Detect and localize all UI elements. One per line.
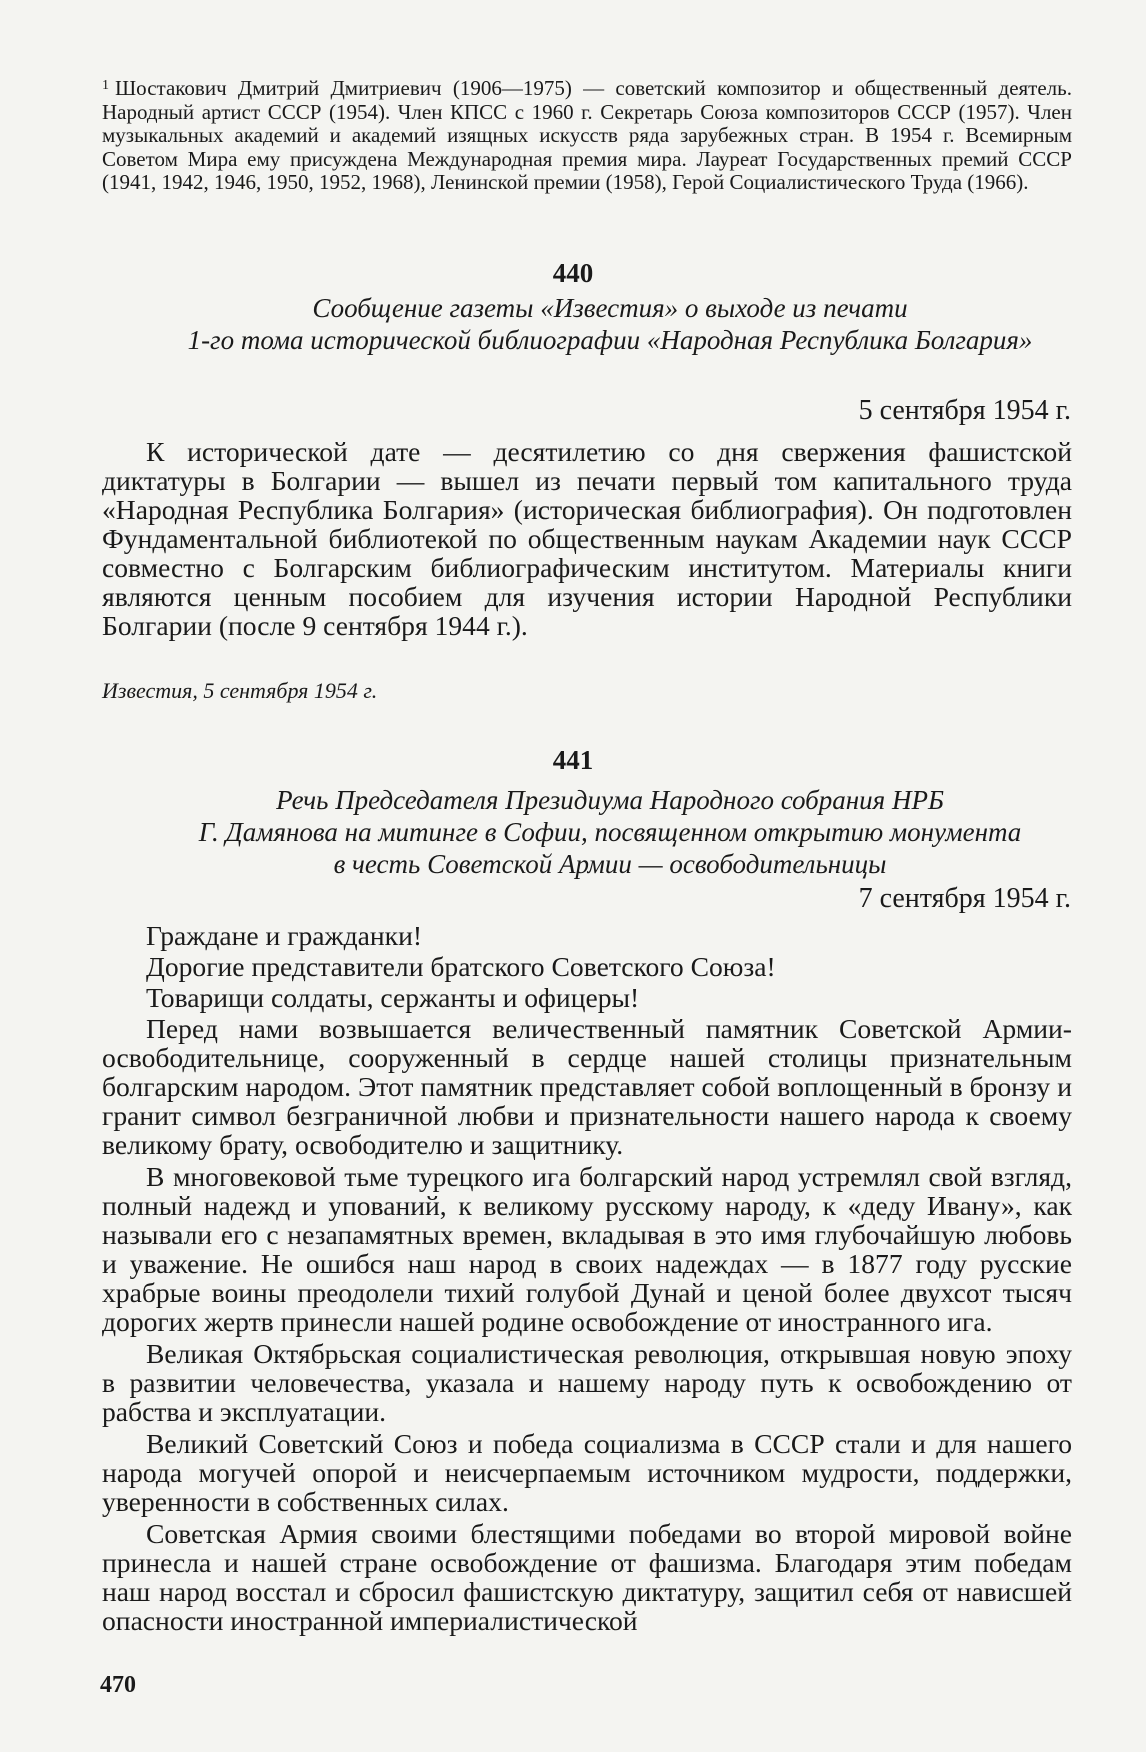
- paragraph: Перед нами возвышается величественный памятник Советской Армии-освободительнице, сооруженный в сердце нашей столицы признательным болгарским народом. Этот памятник представляет собой воплощенный в бронзу и гранит символ безграничной любви и признательности нашего народа к своему великому брату, освободителю и защитнику.: [102, 1013, 1072, 1160]
- document-title-441: [150, 784, 1070, 880]
- source-citation: Известия, 5 сентября 1954 г.: [102, 678, 378, 703]
- paragraph: В многовековой тьме турецкого ига болгарский народ устремлял свой взгляд, полный надежд и упований, к великому русскому народу, к «деду Ивану», как называли его с незапамятных времен, вкладывая в это имя глубочайшую любовь и уважение. Не ошибся наш народ в своих надеждах — в 1877 году русские храбрые воины преодолели тихий голубой Дунай и ценой более двухсот тысяч дорогих жертв принесли нашей родине освобождение от иностранного ига.: [102, 1161, 1072, 1337]
- document-date-441: 7 сентября 1954 г.: [858, 883, 1071, 914]
- greeting: Товарищи солдаты, сержанты и офицеры!: [146, 982, 640, 1013]
- paragraph: Советская Армия своими блестящими победами во второй мировой войне принесла и нашей стране освобождение от фашизма. Благодаря этим победам наш народ восстал и сбросил фашистскую диктатуру, защитил себя от нависшей опасности иностранной империалистической: [102, 1518, 1072, 1636]
- title-line: в честь Советской Армии — освободительницы: [333, 849, 887, 879]
- document-body-440: [102, 437, 1072, 643]
- footnote: [102, 74, 1072, 195]
- title-line: Речь Председателя Президиума Народного собрания НРБ: [276, 785, 944, 815]
- document-body-441: [102, 921, 1072, 1638]
- paragraph: Великий Советский Союз и победа социализма в СССР стали и для нашего народа могучей опорой и неисчерпаемым источником мудрости, поддержки, уверенности в собственных силах.: [102, 1428, 1072, 1517]
- document-number-440: 440: [552, 258, 594, 288]
- document-number-441: 441: [552, 745, 594, 775]
- paragraph: Великая Октябрьская социалистическая революция, открывшая новую эпоху в развитии человечества, указала и нашему народу путь к освобождению от рабства и эксплуатации.: [102, 1338, 1072, 1427]
- title-line: Г. Дамянова на митинге в Софии, посвященном открытию монумента: [198, 817, 1022, 847]
- paragraph: К исторической дате — десятилетию со дня свержения фашистской диктатуры в Болгарии — вышел из печати первый том капитального труда «Народная Республика Болгария» (историческая библиография). Он подготовлен Фундаментальной библиотекой по общественным наукам Академии наук СССР совместно с Болгарским библиографическим институтом. Материалы книги являются ценным пособием для изучения истории Народной Республики Болгарии (после 9 сентября 1944 г.).: [102, 436, 1072, 641]
- title-line: Сообщение газеты «Известия» о выходе из печати: [312, 293, 908, 323]
- greeting: Граждане и гражданки!: [146, 920, 423, 951]
- document-date-440: 5 сентября 1954 г.: [858, 395, 1071, 426]
- footnote-mark: 1: [102, 78, 109, 93]
- title-line: 1-го тома исторической библиографии «Народная Республика Болгария»: [187, 325, 1033, 355]
- footnote-text: Шостакович Дмитрий Дмитриевич (1906—1975) — советский композитор и общественный деятель. Народный артист СССР (1954). Член КПСС с 1960 г. Секретарь Союза композиторов СССР (1957). Член музыкальных академий и академий изящных искусств ряда зарубежных стран. В 1954 г. Всемирным Советом Мира ему присуждена Международная премия мира. Лауреат Государственных премий СССР (1941, 1942, 1946, 1950, 1952, 1968), Ленинской премии (1958), Герой Социалистического Труда (1966).: [102, 76, 1072, 195]
- greeting: Дорогие представители братского Советского Союза!: [146, 951, 776, 982]
- page-number: 470: [100, 1672, 136, 1698]
- document-title-440: [150, 292, 1070, 356]
